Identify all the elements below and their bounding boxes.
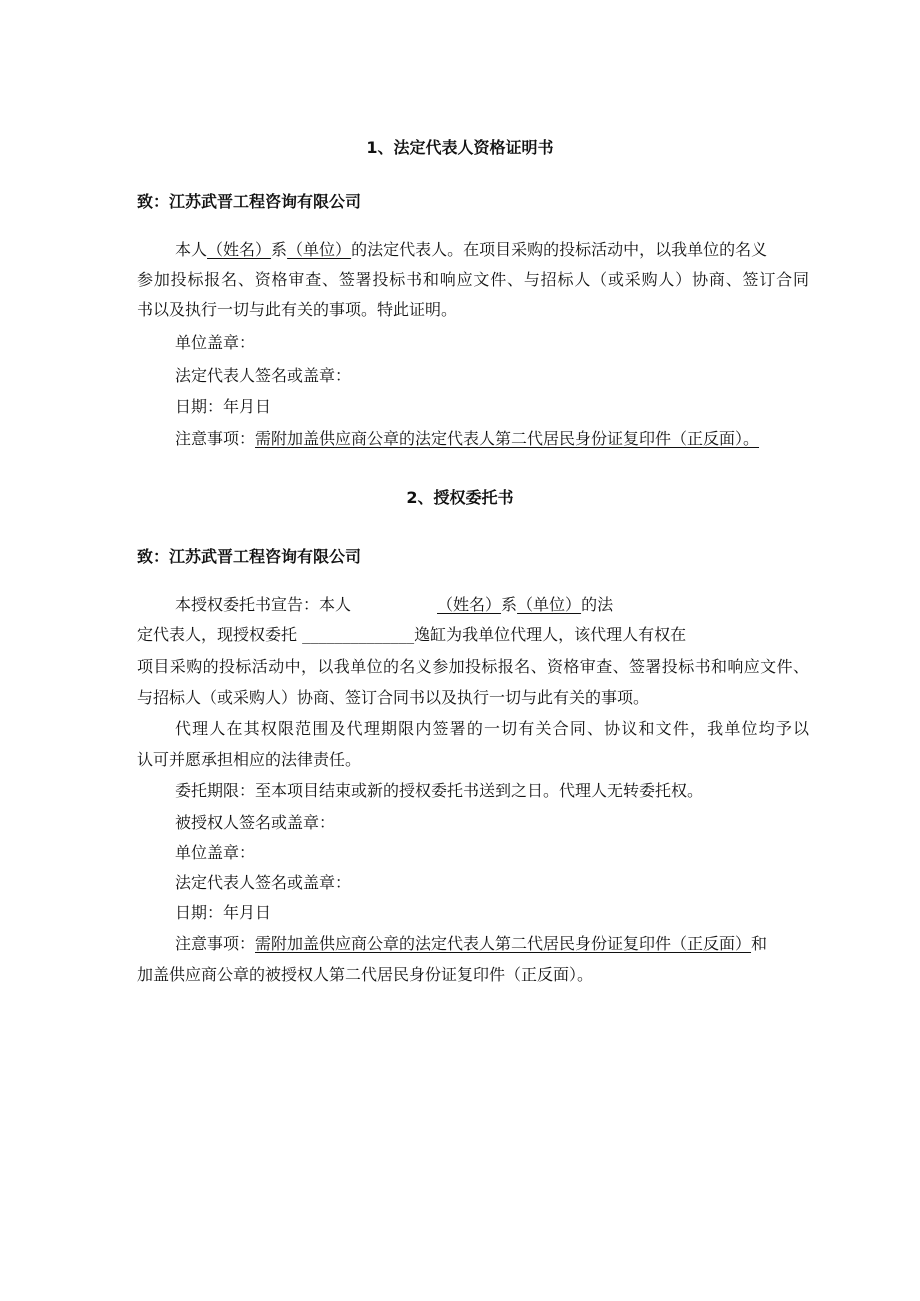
- section2-term-line: 委托期限：至本项目结束或新的授权委托书送到之日。代理人无转委托权。: [175, 781, 704, 800]
- section2-declaration-line4: 与招标人（或采购人）协商、签订合同书以及执行一切与此有关的事项。: [137, 688, 650, 707]
- unit-placeholder: （单位）: [517, 595, 582, 614]
- section1-paragraph-line2: 参加投标报名、资格审查、签署投标书和响应文件、与招标人（或采购人）协商、签订合同: [137, 270, 809, 289]
- section2-note-line2: 加盖供应商公章的被授权人第二代居民身份证复印件（正反面）。: [137, 965, 594, 984]
- section2-agent-line1: 代理人在其权限范围及代理期限内签署的一切有关合同、协议和文件，我单位均予以: [175, 719, 809, 738]
- section2-grantee-signature-line: 被授权人签名或盖章：: [175, 813, 336, 832]
- note-text: 需附加盖供应商公章的法定代表人第二代居民身份证复印件（正反面）: [255, 934, 752, 953]
- section2-agent-line2: 认可并愿承担相应的法律责任。: [137, 750, 362, 769]
- section1-paragraph-line3: 书以及执行一切与此有关的事项。特此证明。: [137, 300, 458, 319]
- name-placeholder: （姓名）: [207, 240, 272, 259]
- section1-note: [175, 429, 759, 449]
- section2-declaration-line1: [175, 595, 613, 615]
- section2-addressee: 致：江苏武晋工程咨询有限公司: [137, 547, 362, 566]
- name-placeholder: （姓名）: [437, 595, 502, 614]
- section2-seal-line: 单位盖章：: [175, 843, 256, 862]
- unit-placeholder: （单位）: [287, 240, 352, 259]
- text-segment: 本授权委托书宣告：本人: [175, 595, 352, 614]
- section2-signature-line: 法定代表人签名或盖章：: [175, 873, 352, 892]
- section1-title: 1、法定代表人资格证明书: [366, 138, 554, 157]
- text-segment: 的法: [581, 595, 614, 614]
- note-text: 需附加盖供应商公章的法定代表人第二代居民身份证复印件（正反面）。: [255, 429, 760, 448]
- section2-declaration-line2: [137, 625, 686, 645]
- note-tail: 和: [751, 934, 768, 953]
- note-label: 注意事项：: [175, 429, 256, 448]
- text-segment: 本人: [175, 240, 208, 259]
- text-segment: 逸缸为我单位代理人，该代理人有权在: [414, 625, 687, 644]
- section1-signature-line: 法定代表人签名或盖章：: [175, 366, 352, 385]
- section1-paragraph-line1: [175, 240, 767, 260]
- text-segment: 定代表人，现授权委托: [137, 625, 298, 644]
- section1-seal-line: 单位盖章：: [175, 333, 256, 352]
- text-segment: 的法定代表人。在项目采购的投标活动中，以我单位的名义: [351, 240, 768, 259]
- agent-blank: ______________: [302, 625, 415, 644]
- section1-addressee: 致：江苏武晋工程咨询有限公司: [137, 192, 362, 211]
- section1-date-line: 日期：年月日: [175, 397, 272, 416]
- section2-date-line: 日期：年月日: [175, 903, 272, 922]
- section2-declaration-line3: 项目采购的投标活动中，以我单位的名义参加投标报名、资格审查、签署投标书和响应文件、: [137, 657, 809, 676]
- section2-note-line1: [175, 934, 767, 954]
- text-segment: 系: [271, 240, 288, 259]
- note-label: 注意事项：: [175, 934, 256, 953]
- section2-title: 2、授权委托书: [406, 488, 514, 507]
- text-segment: 系: [501, 595, 518, 614]
